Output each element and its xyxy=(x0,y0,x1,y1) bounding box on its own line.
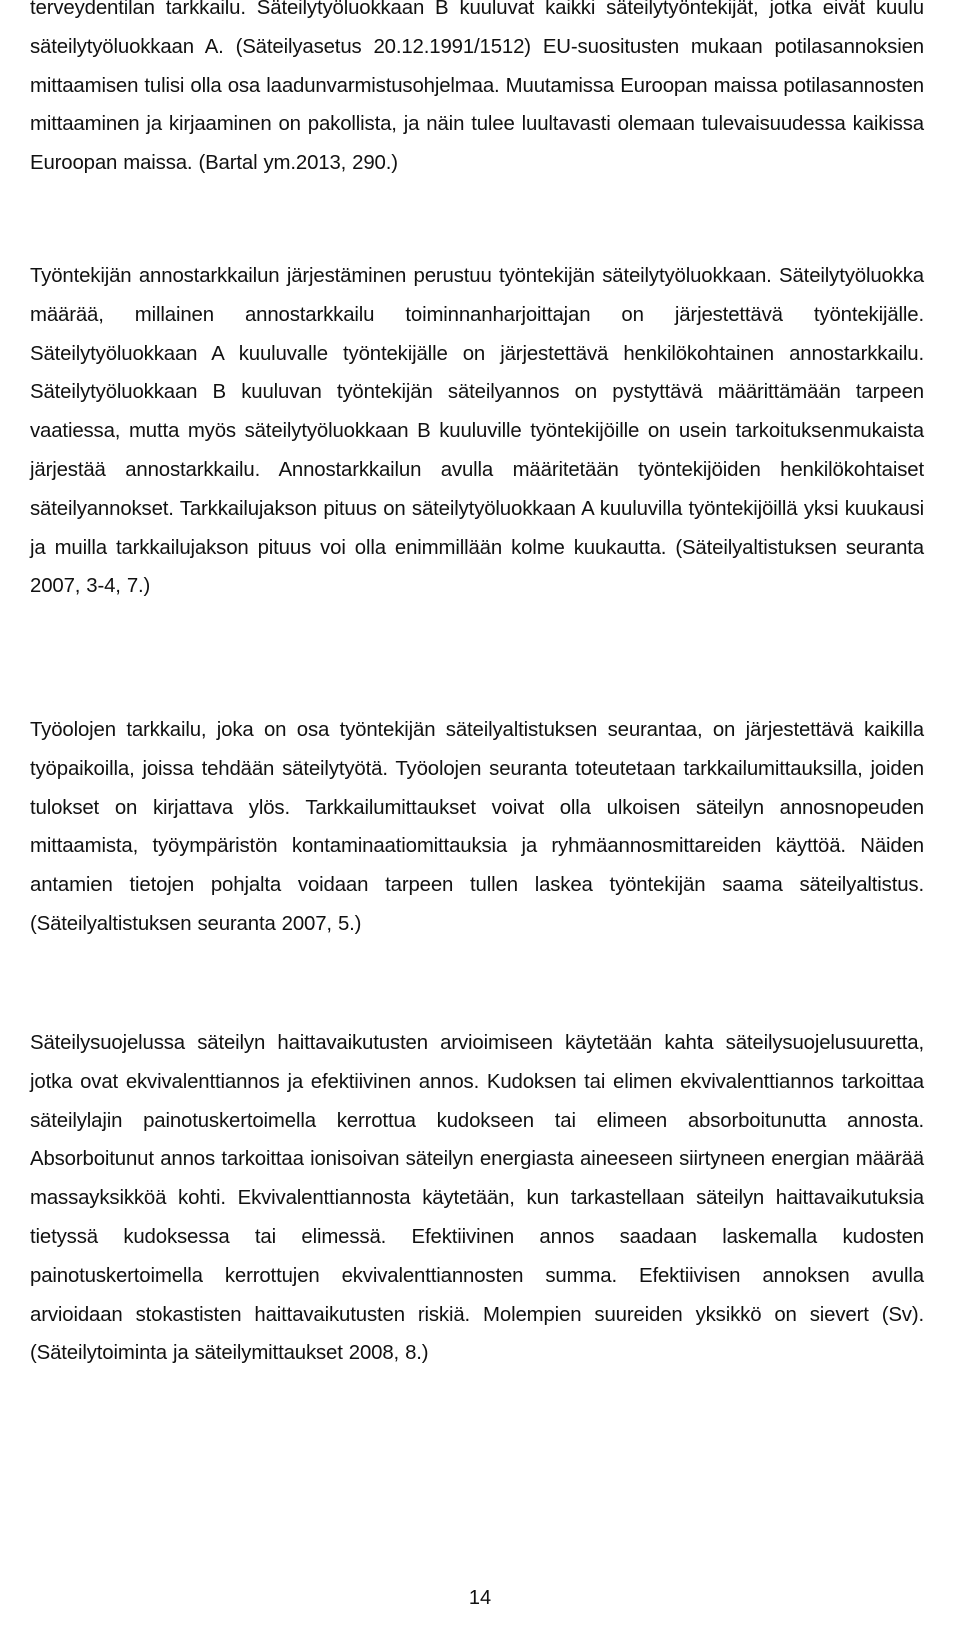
paragraph-workplace-monitoring: Työolojen tarkkailu, joka on osa työntekijän säteilyaltistuksen seurantaa, on järjestettävä kaikilla työpaikoilla, joissa tehdään säteilytyötä. Työolojen seuranta toteutetaan tarkkailumittauksilla, joiden tulokset on kirjattava ylös. Tarkkailumittaukset voivat olla ulkoisen säteilyn annosnopeuden mittaamista, työympäristön kontaminaatiomittauksia ja ryhmäannosmittareiden käyttöä. Näiden antamien tietojen pohjalta voidaan tarpeen tullen laskea työntekijän saama säteilyaltistus. (Säteilyaltistuksen seuranta 2007, 5.) xyxy=(30,719,924,935)
paragraph-worker-dose-monitoring: Työntekijän annostarkkailun järjestäminen perustuu työntekijän säteilytyöluokkaan. Säteilytyöluokka määrää, millainen annostarkkailu toiminnanharjoittajan on järjestettävä työntekijälle. Säteilytyöluokkaan A kuuluvalle työntekijälle on järjestettävä henkilökohtainen annostarkkailu. Säteilytyöluokkaan B kuuluvan työntekijän säteilyannos on pystyttävä määrittämään tarpeen vaatiessa, mutta myös säteilytyöluokkaan B kuuluville työntekijöille on usein tarkoituksenmukaista järjestää annostarkkailu. Annostarkkailun avulla määritetään työntekijöiden henkilökohtaiset säteilyannokset. Tarkkailujakson pituus on säteilytyöluokkaan A kuuluvilla työntekijöillä yksi kuukausi ja muilla tarkkailujakson pituus voi olla enimmillään kolme kuukautta. (Säteilyaltistuksen seuranta 2007, 3-4, 7.) xyxy=(30,265,924,598)
page-number: 14 xyxy=(468,1587,492,1609)
paragraph-radiation-protection-quantities: Säteilysuojelussa säteilyn haittavaikutusten arvioimiseen käytetään kahta säteilysuojelusuuretta, jotka ovat ekvivalenttiannos ja efektiivinen annos. Kudoksen tai elimen ekvivalenttiannos tarkoittaa säteilylajin painotuskertoimella kerrottua kudokseen tai elimeen absorboitunutta annosta. Absorboitunut annos tarkoittaa ionisoivan säteilyn energiasta aineeseen siirtyneen energian määrää massayksikköä kohti. Ekvivalenttiannosta käytetään, kun tarkastellaan säteilyn haittavaikutuksia tietyssä kudoksessa tai elimessä. Efektiivinen annos saadaan laskemalla kudosten painotuskertoimella kerrottujen ekvivalenttiannosten summa. Efektiivisen annoksen avulla arvioidaan stokastisten haittavaikutusten riskiä. Molempien suureiden yksikkö on sievert (Sv). (Säteilytoiminta ja säteilymittaukset 2008, 8.) xyxy=(30,1032,924,1365)
paragraph-patient-dose-measurement: terveydentilan tarkkailu. Säteilytyöluokkaan B kuuluvat kaikki säteilytyöntekijät, jotka eivät kuulu säteilytyöluokkaan A. (Säteilyasetus 20.12.1991/1512) EU-suositusten mukaan potilasannoksien mittaamisen tulisi olla osa laadunvarmistusohjelmaa. Muutamissa Euroopan maissa potilasannosten mittaaminen ja kirjaaminen on pakollista, ja näin tulee luultavasti olemaan tulevaisuudessa kaikissa Euroopan maissa. (Bartal ym.2013, 290.) xyxy=(30,0,924,175)
